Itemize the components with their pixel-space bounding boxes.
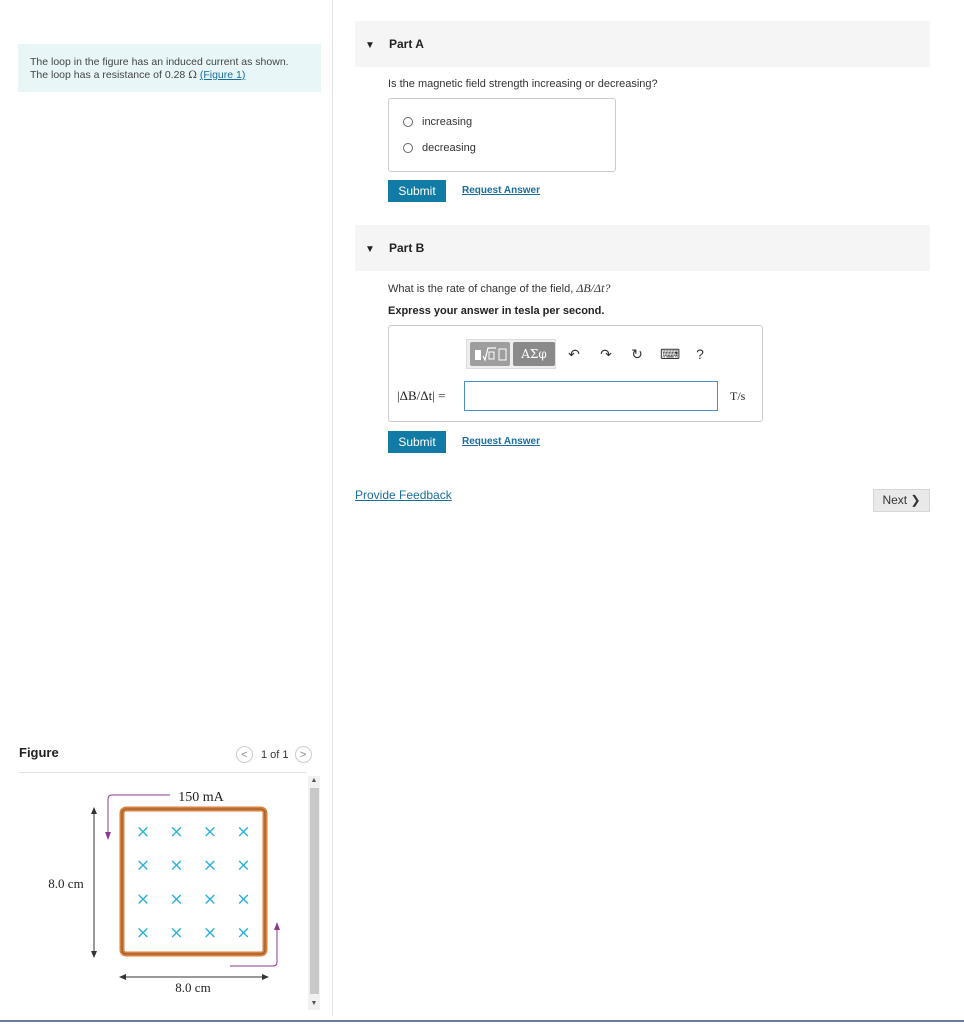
bottom-border	[0, 1020, 964, 1022]
field-into-page-icon: ×	[236, 889, 251, 910]
figure-link[interactable]: (Figure 1)	[199, 69, 246, 81]
figure-divider	[18, 772, 306, 773]
part-a-request-answer-link[interactable]: Request Answer	[462, 185, 540, 196]
field-into-page-icon: ×	[135, 855, 151, 876]
part-a-submit-button[interactable]: Submit	[388, 180, 446, 202]
current-arrowhead-top	[105, 832, 111, 840]
part-b-submit-button[interactable]: Submit	[388, 431, 446, 453]
help-icon[interactable]: ?	[696, 346, 704, 362]
width-label: 8.0 cm	[175, 980, 211, 995]
collapse-triangle-icon[interactable]: ▼	[365, 244, 375, 255]
part-b-question	[388, 281, 610, 296]
next-figure-button[interactable]: >	[295, 746, 312, 763]
part-b-request-answer-link[interactable]: Request Answer	[462, 436, 540, 447]
part-b-instruction: Express your answer in tesla per second.	[388, 305, 605, 317]
answer-options	[388, 98, 616, 172]
field-into-page-icon: ×	[202, 855, 218, 876]
redo-icon[interactable]: ↷	[600, 346, 612, 362]
template-icon	[470, 342, 510, 366]
field-into-page-icon: ×	[169, 822, 184, 842]
field-into-page-icon: ×	[169, 923, 184, 944]
provide-feedback-link[interactable]: Provide Feedback	[355, 488, 452, 502]
loop-figure	[30, 780, 300, 1010]
part-a-question: Is the magnetic field strength increasing or decreasing?	[388, 78, 658, 90]
intro-line-1: The loop in the figure has an induced current as shown.	[30, 56, 289, 68]
height-arrow-down	[91, 951, 97, 958]
template-button[interactable]	[470, 342, 510, 366]
question-text: What is the rate of change of the field,	[388, 283, 574, 295]
width-arrow-left	[119, 974, 126, 980]
field-into-page-icon: ×	[135, 822, 151, 842]
width-arrow-right	[262, 974, 269, 980]
scroll-down-arrow-icon[interactable]: ▼	[310, 1000, 318, 1007]
height-arrow-up	[91, 807, 97, 814]
option-decreasing[interactable]	[403, 142, 476, 154]
figure-title: Figure	[19, 745, 59, 760]
scroll-up-arrow-icon[interactable]: ▲	[310, 777, 318, 784]
current-label: 150 mA	[178, 790, 224, 805]
height-label: 8.0 cm	[48, 876, 84, 891]
question-math: ΔB/Δt?	[576, 281, 611, 295]
equation-label: |ΔB/Δt| =	[397, 388, 446, 403]
field-into-page-icon: ×	[236, 923, 251, 944]
field-into-page-icon: ×	[135, 923, 151, 944]
ohm-symbol: Ω	[188, 69, 197, 81]
field-into-page-icon: ×	[202, 822, 218, 842]
part-a-title: Part A	[389, 37, 424, 51]
field-into-page-icon: ×	[236, 822, 251, 842]
undo-icon[interactable]: ↶	[568, 346, 580, 362]
part-b-header[interactable]	[355, 225, 930, 271]
figure-pager	[236, 746, 312, 763]
reset-icon[interactable]: ↻	[631, 346, 643, 362]
figure-count: 1 of 1	[261, 748, 289, 761]
prev-figure-button[interactable]: <	[236, 746, 253, 763]
part-a-header[interactable]	[355, 21, 930, 67]
column-divider	[332, 0, 333, 1016]
problem-intro	[18, 44, 321, 92]
greek-symbols-button[interactable]: ΑΣφ	[513, 342, 555, 366]
radio-button[interactable]	[403, 117, 413, 127]
field-into-page-icon: ×	[202, 923, 218, 944]
radio-button[interactable]	[403, 143, 413, 153]
option-label: increasing	[422, 116, 473, 128]
field-into-page-icon: ×	[236, 855, 251, 876]
field-into-page-icon: ×	[169, 855, 184, 876]
next-button[interactable]: Next ❯	[873, 489, 930, 512]
intro-resistance-text: The loop has a resistance of 0.28	[30, 69, 186, 81]
answer-input[interactable]	[464, 381, 718, 411]
magnetic-field-grid	[136, 822, 251, 943]
intro-line-2	[30, 69, 309, 82]
figure-scroll-thumb[interactable]	[310, 788, 319, 994]
option-increasing[interactable]	[403, 116, 472, 128]
option-label: decreasing	[422, 142, 476, 154]
keyboard-icon[interactable]: ⌨	[660, 346, 681, 362]
field-into-page-icon: ×	[169, 889, 184, 910]
field-into-page-icon: ×	[202, 889, 218, 910]
field-into-page-icon: ×	[135, 889, 151, 910]
unit-label: T/s	[730, 389, 746, 403]
current-arrowhead-bottom	[274, 922, 280, 930]
part-b-title: Part B	[389, 241, 425, 255]
collapse-triangle-icon[interactable]: ▼	[365, 40, 375, 51]
